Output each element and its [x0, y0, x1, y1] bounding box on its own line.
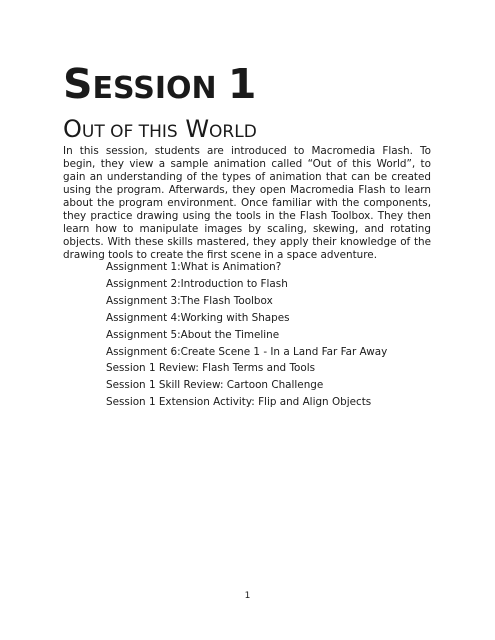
- page-number: 1: [244, 591, 251, 601]
- subtitle-initial-o: O: [63, 115, 82, 143]
- list-item: Session 1 Review: Flash Terms and Tools: [106, 362, 316, 375]
- list-item: Session 1 Extension Activity: Flip and Align Objects: [106, 396, 372, 409]
- intro-paragraph: In this session, students are introduced to Macromedia Flash. To begin, they view a sample animation called “Out of this World”, to gain an understanding of the types of animation that can be created using the program. Afterwards, they open Macromedia Flash to learn about the program environment. Once familiar with the components, they practice drawing using the tools in the Flash Toolbox. They then learn how to manipulate images by scaling, skewing, and rotating objects. With these skills mastered, they apply their knowledge of the drawing tools to create the first scene in a space adventure.: [63, 145, 431, 261]
- session-title-rest: ESSION: [92, 71, 217, 106]
- list-item: Session 1 Skill Review: Cartoon Challenge: [106, 379, 324, 392]
- list-item: Assignment 4:Working with Shapes: [106, 311, 290, 324]
- session-title-initial: S: [63, 60, 93, 108]
- list-item: Assignment 2:Introduction to Flash: [106, 277, 288, 290]
- list-item: Assignment 1:What is Animation?: [106, 261, 282, 273]
- list-item: Assignment 6:Create Scene 1 - In a Land Far Far Away: [106, 345, 388, 358]
- subtitle-rest-1: UT OF THIS: [81, 122, 178, 142]
- session-subtitle: [63, 117, 257, 141]
- list-item: Assignment 5:About the Timeline: [106, 328, 280, 341]
- session-title: [63, 60, 257, 108]
- list-item: Assignment 3:The Flash Toolbox: [106, 294, 273, 307]
- subtitle-rest-2: ORLD: [209, 122, 257, 142]
- subtitle-initial-w: W: [185, 115, 210, 143]
- session-title-number: 1: [227, 60, 257, 108]
- assignment-list: [106, 259, 387, 411]
